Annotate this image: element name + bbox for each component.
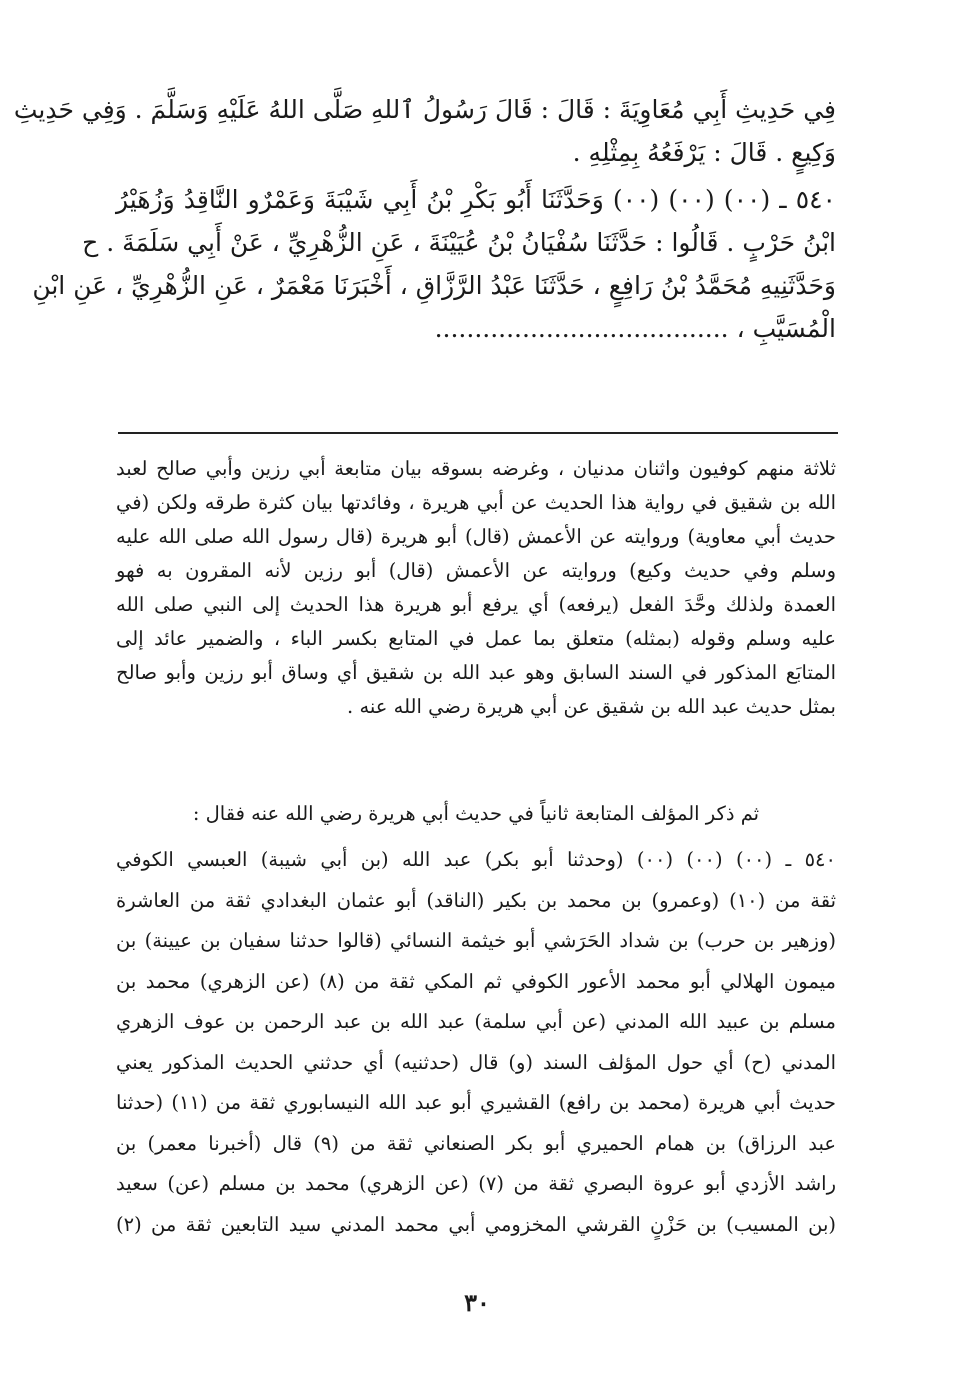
hadith-line: ٥٤٠ ـ (٠٠) (٠٠) (٠٠) وَحَدَّثَنَا أَبُو بَكْرِ بْنُ أَبِي شَيْبَةَ وَعَمْرٌو النَّاقِدُ وَزُهَيْرُ bbox=[116, 185, 836, 214]
commentary-line: عليه وسلم وقوله (بمثله) متعلق بما عمل في المتابع بكسر الباء ، والضمير عائد إلى bbox=[116, 627, 836, 650]
commentary-line: ثقة من (١٠) (وعمرو) بن محمد بن بكير (الناقد) أبو عثمان البغدادي ثقة من العاشرة bbox=[116, 888, 836, 912]
commentary-line: وسلم وفي حديث وكيع) وروايته عن الأعمش (قال) أبو رزين لأنه المقرون به فهو bbox=[116, 559, 836, 582]
commentary-line: الله بن شقيق في رواية هذا الحديث عن أبي هريرة ، وفائدتها بيان كثرة طرقه ولكن (في bbox=[116, 491, 836, 514]
commentary-line: (بن المسيب) بن حَزْنٍ القرشي المخزومي أبي محمد المدني سيد التابعين ثقة من (٢) bbox=[116, 1212, 836, 1236]
commentary-line: عبد الرزاق) بن همام الحميري أبو بكر الصنعاني ثقة من (٩) قال (أخبرنا معمر) بن bbox=[116, 1131, 836, 1155]
commentary-line: المدني (ح) أي حول المؤلف السند (و) قال (حدثنيه) أي حدثني الحديث المذكور يعني bbox=[116, 1050, 836, 1074]
hadith-paragraph-2 bbox=[32, 178, 836, 350]
hadith-line: الْمُسَيَّبِ ، ..................................... bbox=[434, 314, 836, 343]
transition-line: ثم ذكر المؤلف المتابعة ثانياً في حديث أبي هريرة رضي الله عنه فقال : bbox=[192, 802, 760, 825]
commentary-line: (وزهير بن حرب) بن شداد الحَرَشي أبو خيثمة النسائي (قالوا حدثنا سفيان بن عيينة) بن bbox=[116, 929, 836, 952]
hadith-text bbox=[13, 88, 836, 350]
commentary-block bbox=[116, 452, 836, 724]
commentary-line: ثلاثة منهم كوفيون واثنان مدنيان ، وغرضه بسوقه بيان متابعة أبي رزين وأبي صالح لعبد bbox=[116, 457, 836, 480]
commentary-line: بمثل حديث عبد الله بن شقيق عن أبي هريرة رضي الله عنه . bbox=[347, 695, 836, 718]
section-divider bbox=[118, 432, 838, 434]
page-number: ٣٠ bbox=[464, 1288, 490, 1317]
commentary-line: العمدة ولذلك وحَّدَ الفعل (يرفعه) أي يرفع أبو هريرة هذا الحديث إلى النبي صلى الله bbox=[116, 593, 836, 616]
commentary-line: حديث أبي معاوية) وروايته عن الأعمش (قال) أبو هريرة (قال رسول الله صلى الله عليه bbox=[116, 525, 836, 548]
commentary-line: المتابَع المذكور في السند السابق وهو عبد الله بن شقيق أي وساق أبو رزين وأبو صالح bbox=[116, 661, 836, 684]
hadith-line: وَحَدَّثَنِيهِ مُحَمَّدُ بْنُ رَافِعٍ ، حَدَّثَنَا عَبْدُ الرَّزَّاقِ ، أَخْبَرَنَا مَعْمَرٌ ، عَنِ الزُّهْرِيِّ ، عَنِ ابْنِ bbox=[32, 271, 836, 300]
hadith-paragraph-1 bbox=[13, 88, 836, 174]
commentary-line: ٥٤٠ ـ (٠٠) (٠٠) (٠٠) (وحدثنا أبو بكر) عبد الله (بن أبي شيبة) العبسي الكوفي bbox=[116, 848, 836, 871]
hadith-line: ابْنُ حَرْبٍ . قَالُوا : حَدَّثَنَا سُفْيَانُ بْنُ عُيَيْنَةَ ، عَنِ الزُّهْرِيِّ ، عَنْ أَبِي سَلَمَةَ . ح bbox=[82, 228, 836, 257]
hadith-line: فِي حَدِيثِ أَبِي مُعَاوِيَةَ : قَالَ : قَالَ رَسُولُ ٱللهِ صَلَّى اللهُ عَلَيْهِ وَسَلَّمَ . وَفِي حَدِيثِ bbox=[13, 95, 836, 124]
hadith-line: وَكِيعٍ . قَالَ : يَرْفَعُهُ بِمِثْلِهِ . bbox=[572, 138, 836, 167]
commentary-line: مسلم بن عبيد الله المدني (عن أبي سلمة) عبد الله بن عبد الرحمن بن عوف الزهري bbox=[116, 1010, 836, 1033]
commentary-line: حديث أبي هريرة (محمد بن رافع) القشيري أبو عبد الله النيسابوري ثقة من (١١) (حدثنا bbox=[116, 1091, 836, 1114]
commentary-block-2 bbox=[116, 840, 836, 1245]
commentary-line: ميمون الهلالي أبو محمد الأعور الكوفي ثم المكي ثقة من (٨) (عن الزهري) محمد بن bbox=[116, 969, 836, 993]
commentary-line: راشد الأزدي أبو عروة البصري ثقة من (٧) (عن الزهري) محمد بن مسلم (عن) سعيد bbox=[116, 1172, 836, 1195]
